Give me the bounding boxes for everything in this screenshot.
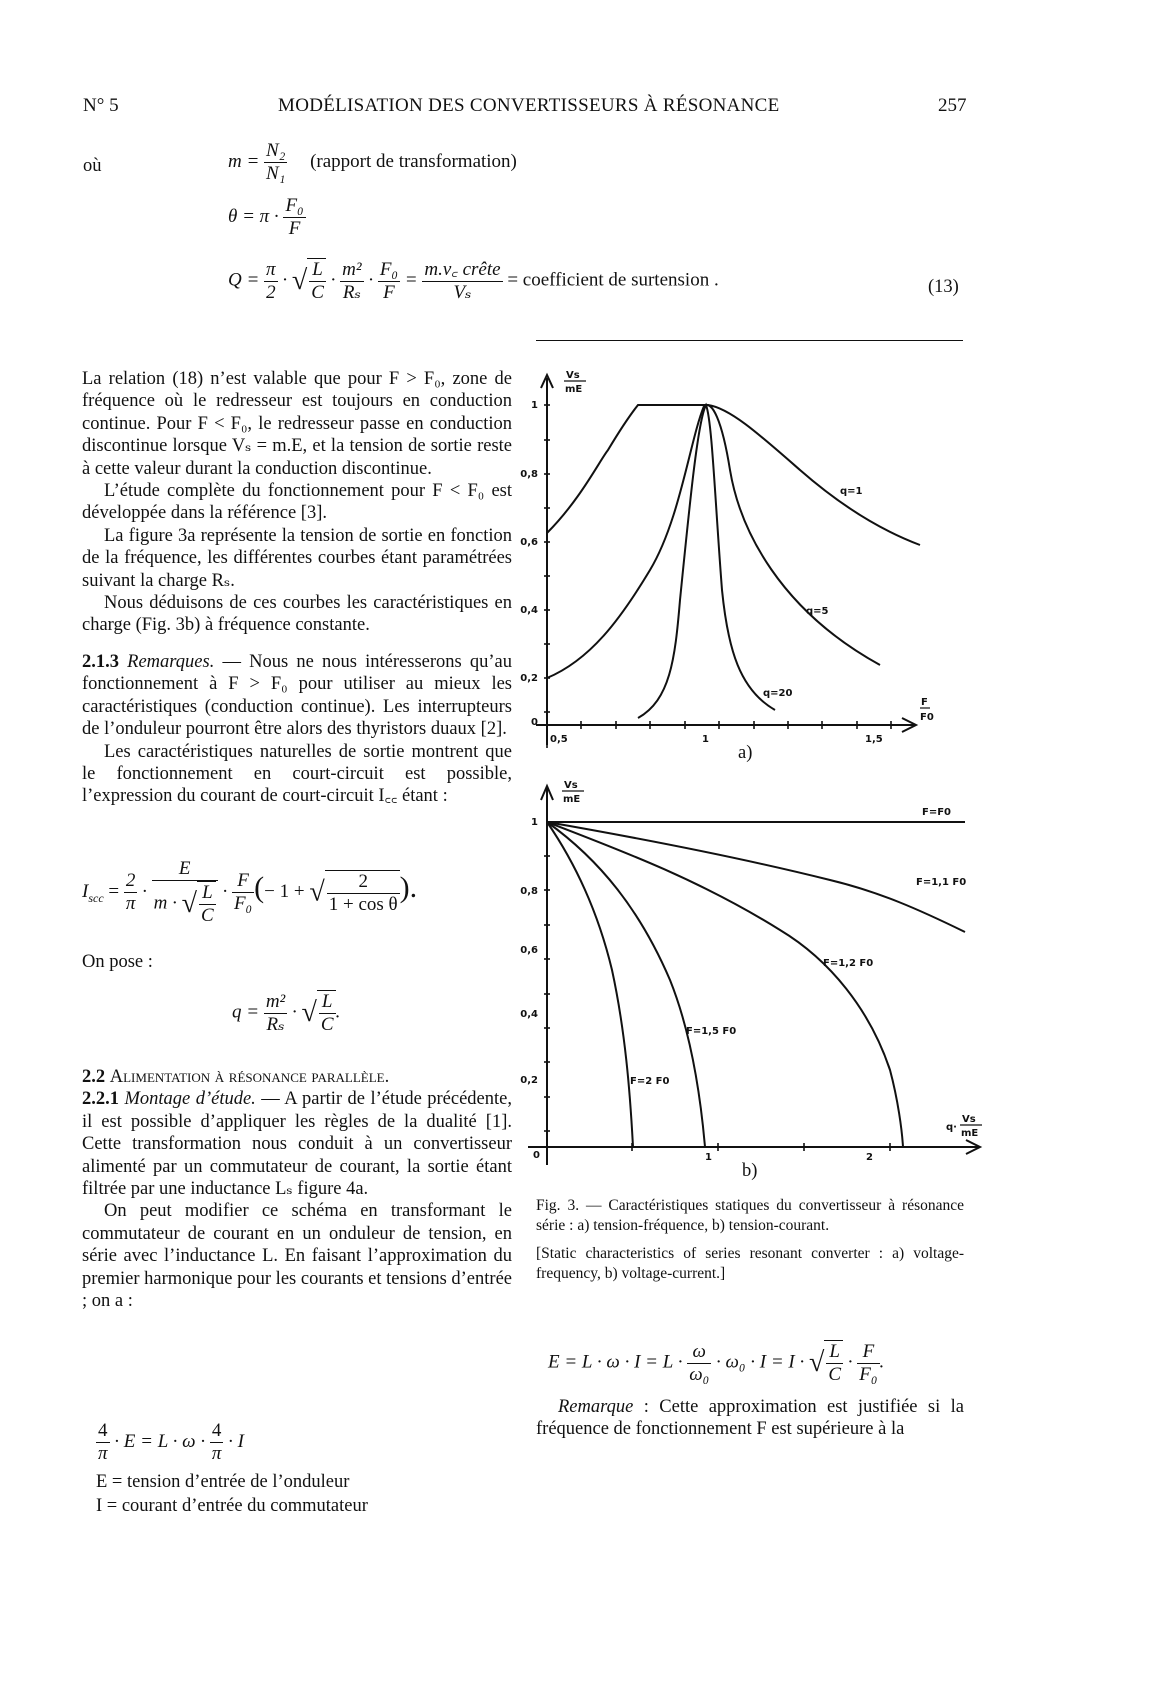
section-2-1-3: 2.1.3 Remarques. — Nous ne nous intéresserons qu’au fonctionnement à F > F₀ pour utiliser au mieux les caractéristiques (conduction continue). Les interrupteurs de l’onduleur pourront être alors des thyristors duaux [2]. (82, 651, 512, 740)
curve-q20 (638, 405, 775, 718)
svg-text:mE: mE (565, 384, 583, 395)
y-tick-0-2: 0,2 (520, 1075, 538, 1086)
m-note: (rapport de transformation) (310, 150, 517, 172)
x-tick-1: 1 (702, 734, 709, 745)
equation-m (228, 140, 517, 185)
y-tick-0-8: 0,8 (520, 886, 538, 897)
on-pose: On pose : (82, 952, 153, 972)
curve-q5 (547, 405, 880, 678)
label-F-eq-F0: F=F0 (922, 807, 951, 818)
m-fraction: $\frac{\text{N₂}}{\text{N₁}}$ (266, 140, 286, 184)
equation-q: q = $\frac{\text{m²}}{\text{Rₛ}}$ · √ $\frac{L}{C}$ . (232, 990, 341, 1035)
figure-3a-voltage-frequency-plot (500, 360, 980, 770)
curve-q1 (547, 405, 920, 545)
y-tick-0-6: 0,6 (520, 537, 538, 548)
equation-isc: $I_{scc}$ = $\frac{2}{\pi}$ · E m · √ $\frac{L}{C}$ · $\frac{F}{\text{F₀}}$ (− 1 + √ $\frac{2}{\text{1 + cos θ}}$ ). (82, 858, 418, 926)
paragraph-reference-3: L’étude complète du fonctionnement pour F < F₀ est développée dans la référence [3]. (82, 481, 512, 524)
y-axis-label: Vs (566, 370, 580, 381)
definition-E: E = tension d’entrée de l’onduleur (96, 1472, 350, 1492)
svg-text:mE: mE (563, 794, 581, 805)
paragraph-onduleur: On peut modifier ce schéma en transformant le commutateur de courant en un onduleur de tension, en série avec l’inductance L. En faisant l’approximation du premier harmonique pour les courants et tensions d’entrée ; on a : (82, 1201, 512, 1312)
x-tick-1-5: 1,5 (865, 734, 883, 745)
paragraph-relation-18: La relation (18) n’est valable que pour F > F₀, zone de fréquence où le redresseur est toujours en conduction continue. Pour F < F₀, le redresseur passe en conduction discontinue lorsque Vₛ = m.E, et la tension de sortie reste à cette valeur durant la conduction discontinue. (82, 369, 512, 479)
svg-text:Vs: Vs (962, 1114, 976, 1125)
x-axis-label: q· (946, 1122, 957, 1133)
left-column-lower (82, 1066, 512, 1312)
x-tick-0-5: 0,5 (550, 734, 568, 745)
x-axis-label: F (921, 697, 928, 708)
label-q1: q=1 (840, 486, 863, 497)
equation-Q: Q = $\frac{\pi}{2}$ · √ $\frac{L}{C}$ · $\frac{\text{m²}}{\text{Rₛ}}$ · $\frac{\text{F₀}}{F}$ = $\frac{\text{m.v꜀ crête}}{\text{Vₛ}}$ = coefficient de surtension . (228, 258, 719, 303)
y-tick-0-2: 0,2 (520, 673, 538, 684)
figure-3b-voltage-current-plot (500, 770, 990, 1170)
x-tick-1: 1 (705, 1152, 712, 1163)
figure-caption-fr: Fig. 3. — Caractéristiques statiques du convertisseur à résonance série : a) tension-fréquence, b) tension-courant. (536, 1197, 964, 1234)
label-q20: q=20 (763, 688, 793, 699)
curve-F-1-5-F0 (547, 822, 705, 1147)
x-tick-0: 0 (533, 1150, 540, 1161)
svg-text:mE: mE (961, 1128, 979, 1139)
definition-I: I = courant d’entrée du commutateur (96, 1496, 368, 1516)
y-tick-0: 0 (531, 717, 538, 728)
y-tick-0-4: 0,4 (520, 1009, 538, 1020)
label-F-1-2-F0: F=1,2 F0 (823, 958, 874, 969)
y-tick-1: 1 (531, 400, 538, 411)
paragraph-figure-3a: La figure 3a représente la tension de sortie en fonction de la fréquence, les différentes courbes étant paramétrées suivant la charge Rₛ. (82, 525, 512, 591)
y-tick-0-4: 0,4 (520, 605, 538, 616)
section-2-2-1: 2.2.1 Montage d’étude. — A partir de l’étude précédente, il est possible d’appliquer les règles de la dualité [1]. Cette transformation nous conduit à un convertisseur alimenté par un commutateur de courant, la sortie étant filtrée par une inductance Lₛ figure 4a. (82, 1089, 512, 1200)
paragraph-court-circuit: Les caractéristiques naturelles de sortie montrent que le fonctionnement en court-circuit est possible, l’expression du courant de court-circuit I꜀꜀ étant : (82, 741, 512, 807)
definitions-intro: où (83, 156, 102, 176)
m-lhs: m = (228, 150, 260, 172)
issue-number: N° 5 (83, 95, 119, 116)
y-tick-0-8: 0,8 (520, 469, 538, 480)
remark-paragraph: Remarque : Cette approximation est justifiée si la fréquence de fonctionnement F est supérieure à la (536, 1397, 964, 1440)
x-tick-2: 2 (866, 1152, 873, 1163)
equation-theta: θ = π · $\frac{\text{F₀}}{F}$ (228, 195, 304, 239)
svg-text:F0: F0 (920, 712, 934, 723)
y-tick-0-6: 0,6 (520, 945, 538, 956)
page-number: 257 (938, 95, 967, 116)
label-F-1-5-F0: F=1,5 F0 (686, 1026, 737, 1037)
running-title: MODÉLISATION DES CONVERTISSEURS À RÉSONANCE (278, 95, 780, 116)
label-q5: q=5 (806, 606, 829, 617)
y-tick-1: 1 (531, 817, 538, 828)
figure-label-b: b) (742, 1161, 758, 1181)
paragraph-fig-3b: Nous déduisons de ces courbes les caractéristiques en charge (Fig. 3b) à fréquence constante. (82, 593, 512, 636)
section-2-2: 2.2 Alimentation à résonance parallèle. (82, 1067, 390, 1087)
equation-4-over-pi: $\frac{4}{\pi}$ · E = L · ω · $\frac{4}{\pi}$ · I (98, 1420, 244, 1464)
curve-F-1-2-F0 (547, 822, 903, 1147)
label-F-2-F0: F=2 F0 (630, 1076, 670, 1087)
equation-E: E = L · ω · I = L · $\frac{\omega}{\text{ω₀}}$ · ω₀ · I = I · √ $\frac{L}{C}$ · $\frac{F}{\text{F₀}}$ . (548, 1340, 885, 1385)
y-axis-label: Vs (564, 780, 578, 791)
figure-label-a: a) (738, 743, 753, 763)
equation-number: (13) (928, 277, 959, 297)
figure-caption-en: [Static characteristics of series resonant converter : a) voltage-frequency, b) voltage-current.] (536, 1245, 964, 1282)
label-F-1-1-F0: F=1,1 F0 (916, 877, 967, 888)
curve-F-2-F0 (547, 822, 633, 1147)
separator-rule (536, 340, 963, 341)
left-column (82, 368, 512, 808)
